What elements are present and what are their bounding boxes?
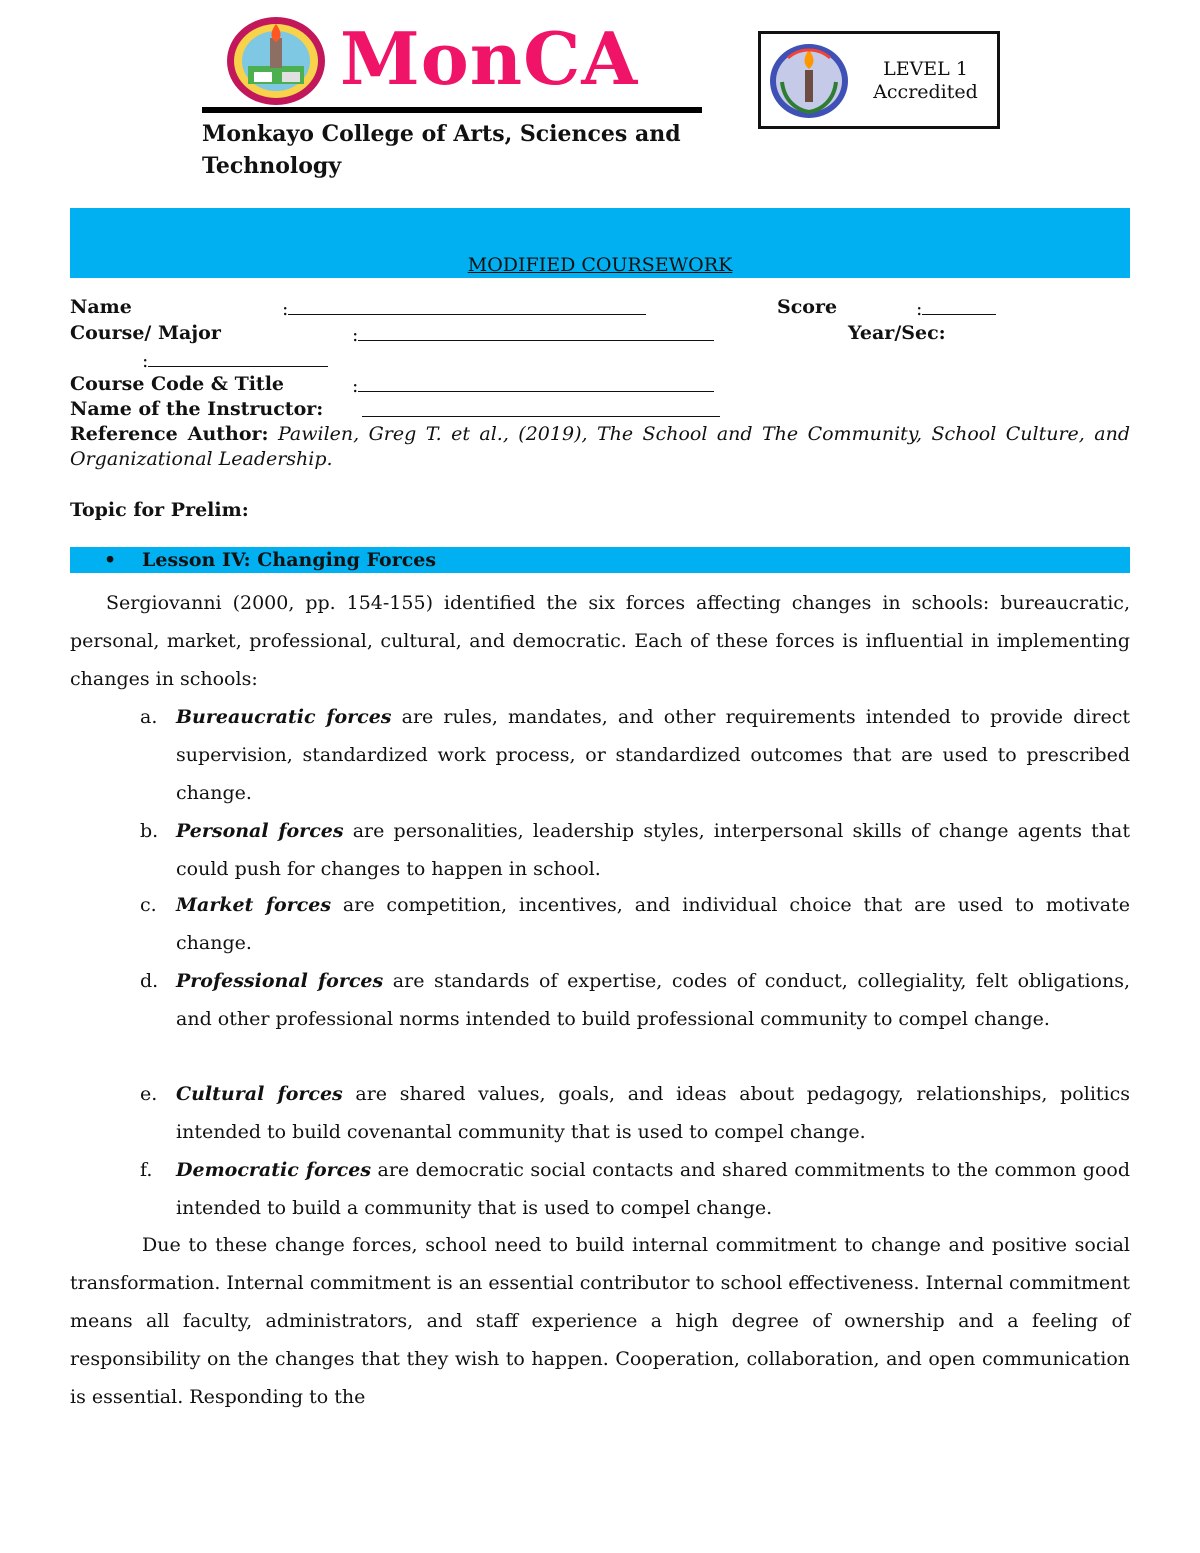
force-description: are standards of expertise, codes of conduct, collegiality, felt obligations, and other professional norms intended to build professional community to compel change. — [176, 970, 1131, 1030]
instructor-field[interactable] — [362, 396, 720, 424]
page-title: MODIFIED COURSEWORK — [467, 254, 733, 276]
reference-author — [70, 422, 1130, 472]
topic-heading: Topic for Prelim: — [70, 499, 249, 521]
force-term: Professional forces — [176, 970, 384, 992]
list-marker: d. — [140, 970, 159, 992]
list-item — [140, 1151, 1130, 1227]
year-sec-field[interactable]: : — [142, 346, 328, 374]
course-major-field[interactable]: : — [352, 320, 714, 348]
year-sec-label: Year/Sec: — [848, 322, 946, 344]
list-marker: e. — [140, 1083, 158, 1105]
list-item — [140, 1075, 1130, 1151]
force-description: are democratic social contacts and shared commitments to the common good intended to build a community that is used to compel change. — [176, 1159, 1130, 1219]
torch-laurel-icon — [768, 42, 850, 120]
force-description: are rules, mandates, and other requirements intended to provide direct supervision, standardized work process, or standardized outcomes that are used to prescribed change. — [176, 706, 1130, 804]
list-marker: b. — [140, 820, 159, 842]
accreditation-level: LEVEL 1 — [883, 58, 968, 80]
reference-label: Reference Author: — [70, 423, 269, 445]
force-description: are personalities, leadership styles, interpersonal skills of change agents that could push for changes to happen in school. — [176, 820, 1130, 880]
list-marker: f. — [140, 1159, 153, 1181]
list-item — [140, 812, 1130, 888]
force-term: Market forces — [176, 894, 332, 916]
college-name: Monkayo College of Arts, Sciences and Technology — [202, 121, 681, 179]
closing-paragraph: Due to these change forces, school need to build internal commitment to change and positive social transformation. Internal commitment is an essential contributor to school effectiveness. Internal commitment means all faculty, administrators, and staff experience a high degree of ownership and a feeling of responsibility on the changes that they wish to happen. Cooperation, collaboration, and open communication is essential. Responding to the — [70, 1234, 1130, 1408]
score-field[interactable]: : — [916, 294, 996, 322]
list-item — [140, 698, 1130, 812]
force-term: Personal forces — [176, 820, 344, 842]
reference-text: Pawilen, Greg T. et al., (2019), The School and The Community, School Culture, and Organizational Leadership. — [70, 423, 1130, 470]
brand-name: MonCA — [340, 16, 639, 101]
course-code-field[interactable]: : — [352, 371, 714, 399]
force-term: Cultural forces — [176, 1083, 343, 1105]
course-major-label: Course/ Major — [70, 322, 221, 344]
force-term: Bureaucratic forces — [176, 706, 392, 728]
list-marker: c. — [140, 894, 157, 916]
accreditation-status: Accredited — [873, 81, 978, 103]
instructor-label: Name of the Instructor: — [70, 398, 324, 420]
lesson-title-text: Lesson IV: Changing Forces — [142, 549, 437, 571]
force-term: Democratic forces — [176, 1159, 372, 1181]
list-marker: a. — [140, 706, 158, 728]
header-divider — [202, 107, 702, 113]
accreditation-label — [858, 58, 993, 104]
list-item — [140, 962, 1130, 1038]
score-label: Score — [777, 296, 838, 318]
college-seal-icon — [226, 16, 326, 106]
force-description: are competition, incentives, and individual choice that are used to motivate change. — [176, 894, 1130, 954]
force-description: are shared values, goals, and ideas about pedagogy, relationships, politics intended to build covenantal community that is used to compel change. — [176, 1083, 1130, 1143]
name-label: Name — [70, 296, 132, 318]
bullet-icon: • — [104, 549, 117, 571]
intro-paragraph: Sergiovanni (2000, pp. 154-155) identified the six forces affecting changes in schools: bureaucratic, personal, market, professional, cultural, and democratic. Each of these forces is influential in implementing changes in schools: — [70, 592, 1130, 690]
list-item — [140, 886, 1130, 962]
lesson-title — [104, 547, 436, 573]
course-code-label: Course Code & Title — [70, 373, 285, 395]
name-field[interactable]: : — [282, 294, 646, 322]
